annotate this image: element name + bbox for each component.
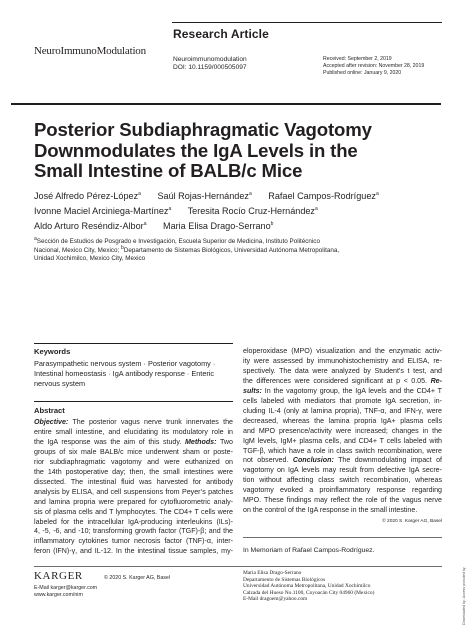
title-line-1: Posterior Subdiaphragmatic Vagotomy [34,119,372,140]
footer-rule [34,566,442,567]
objective-label: Objective: [34,418,69,426]
keywords-heading: Keywords [34,347,71,356]
keywords-list: Parasympathetic nervous system · Posterior vagotomy · Intestinal homeostasis · IgA antibody response · Enteric nervous system [34,359,216,388]
accepted-date: Accepted after revision: November 28, 2019 [323,63,425,70]
results-label: Re- [430,376,442,385]
memoriam-note: In Memoriam of Rafael Campos-Rodríguez. [243,547,375,554]
journal-name: Neuroimmunomodulation [173,56,247,63]
publisher-email[interactable]: E-Mail karger@karger.com [34,585,98,591]
keywords-rule [34,343,233,344]
article-title [34,120,454,182]
abstract-left-column: Objective: The posterior vagus nerve trunk innervates the entire small intestine, and elucidating its modulatory role in the IgA response was the aim of this study. Methods: Two groups of six male BALB/c mice underwent sham or poste- rior subdiaphragmatic vagotomy and were euthanized on the 14th postoperative day; then, the small intestines were dissected. The intestinal fluid was harvested for antibody analysis by ELISA, and cell suspensions from Peyer’s patches and lamina propria were prepared for cytofluorometric analy- sis of plasma cells and T lymphocytes. The CD4+ T cells were labeled for the intracellular IgA-producing interleukins (ILs)- 4, -5, -6, and -10; transforming growth factor (TGF)-β; and the inflammatory cytokines tumor necrosis factor (TNF)-α, inter- feron (IFN)-γ, and IL-12. In the intestinal tissue samples, my- [34,418,233,556]
publication-dates [323,56,424,78]
download-sidebar: Downloaded by: Access provided by [462,567,466,625]
abstract-right-column: eloperoxidase (MPO) visualization and the enzymatic activ- ity were assessed by immunohistochemistry and ELISA, re- spectively. The data were analyzed by Student’s t test, and the differences were considered significant at p < 0.05. Re- sults: In the vagotomy group, the IgA levels and the CD4+ T cells labeled with mediators that promote IgA secretion, in- cluding IL-4 (only at lamina propria), TNF-α, and IFN-γ, were decreased, whereas the lamina propria IgA+ plasma cells and MPO presence/activity were increased; changes in the IgM levels, IgM+ plasma cells, and CD4+ T cells labeled with TGF-β, which have a role in class switch recombination, were not observed. Conclusion: The downmodulating impact of vagotomy on IgA levels may result from defective IgA secre- tion without affecting class switch recombination, whereas vagotomy evoked a proinflammatory response regarding MPO. These findings may reflect the role of the vagus nerve on the control of the IgA response in the small intestine. [243,347,442,515]
article-type: Research Article [173,27,269,41]
published-date: Published online: January 9, 2020 [323,70,402,77]
author: Rafael Campos-Rodríguez$^a$ [268,190,379,201]
methods-label: Methods: [184,437,217,446]
title-rule [11,103,441,105]
author: José Alfredo Pérez-López$^a$ [34,190,141,201]
author: Teresita Rocío Cruz-Hernández$^a$ [187,205,318,216]
author: Saúl Rojas-Hernández$^a$ [157,190,252,201]
doi[interactable]: DOI: 10.1159/000505097 [173,64,247,72]
publisher-website[interactable]: www.karger.com/nim [34,592,83,598]
publisher-contact [34,585,97,599]
journal-info [173,56,247,73]
journal-logo: NeuroImmunoModulation [34,45,146,57]
abstract-rule [34,401,233,402]
title-line-3: Small Intestine of BALB/c Mice [34,160,303,181]
memoriam-rule [243,537,442,538]
author: Maria Elisa Drago-Serrano$^b$ [163,220,274,231]
author: Aldo Arturo Reséndiz-Albor$^a$ [34,220,147,231]
correspondence-email[interactable]: E-Mail dragoem@yahoo.com [243,596,308,602]
correspondence: Maria Elisa Drago-Serrano Departamento de Sistemas Biológicos Universidad Autónoma Metropolitana, Unidad Xochimilco Calzada del Hueso No.1100, Coyoacán City 04960 (Mexico) E-Mail dragoem@yahoo.com [243,570,375,602]
title-line-2: Downmodulates the IgA Levels in the [34,139,358,161]
abstract-copyright: © 2020 S. Karger AG, Basel [382,519,442,524]
abstract-heading: Abstract [34,406,65,415]
received-date: Received: September 2, 2019 [323,56,392,62]
publisher-logo: KARGER [34,570,83,582]
author: Ivonne Maciel Arciniega-Martínez$^a$ [34,205,172,216]
affiliations: $^a$Sección de Estudios de Posgrado e Investigación, Escuela Superior de Medicina, Instituto Politécnico Nacional, Mexico City, Mexico; $^b$Departamento de Sistemas Biológicos, Universidad Autónoma Metropolitana, Unidad Xochimilco, Mexico City, Mexico [34,235,340,263]
publisher-copyright: © 2020 S. Karger AG, Basel [104,575,171,581]
author-list [34,189,454,233]
header-rule [172,22,442,23]
conclusion-label: Conclusion: [292,456,334,465]
